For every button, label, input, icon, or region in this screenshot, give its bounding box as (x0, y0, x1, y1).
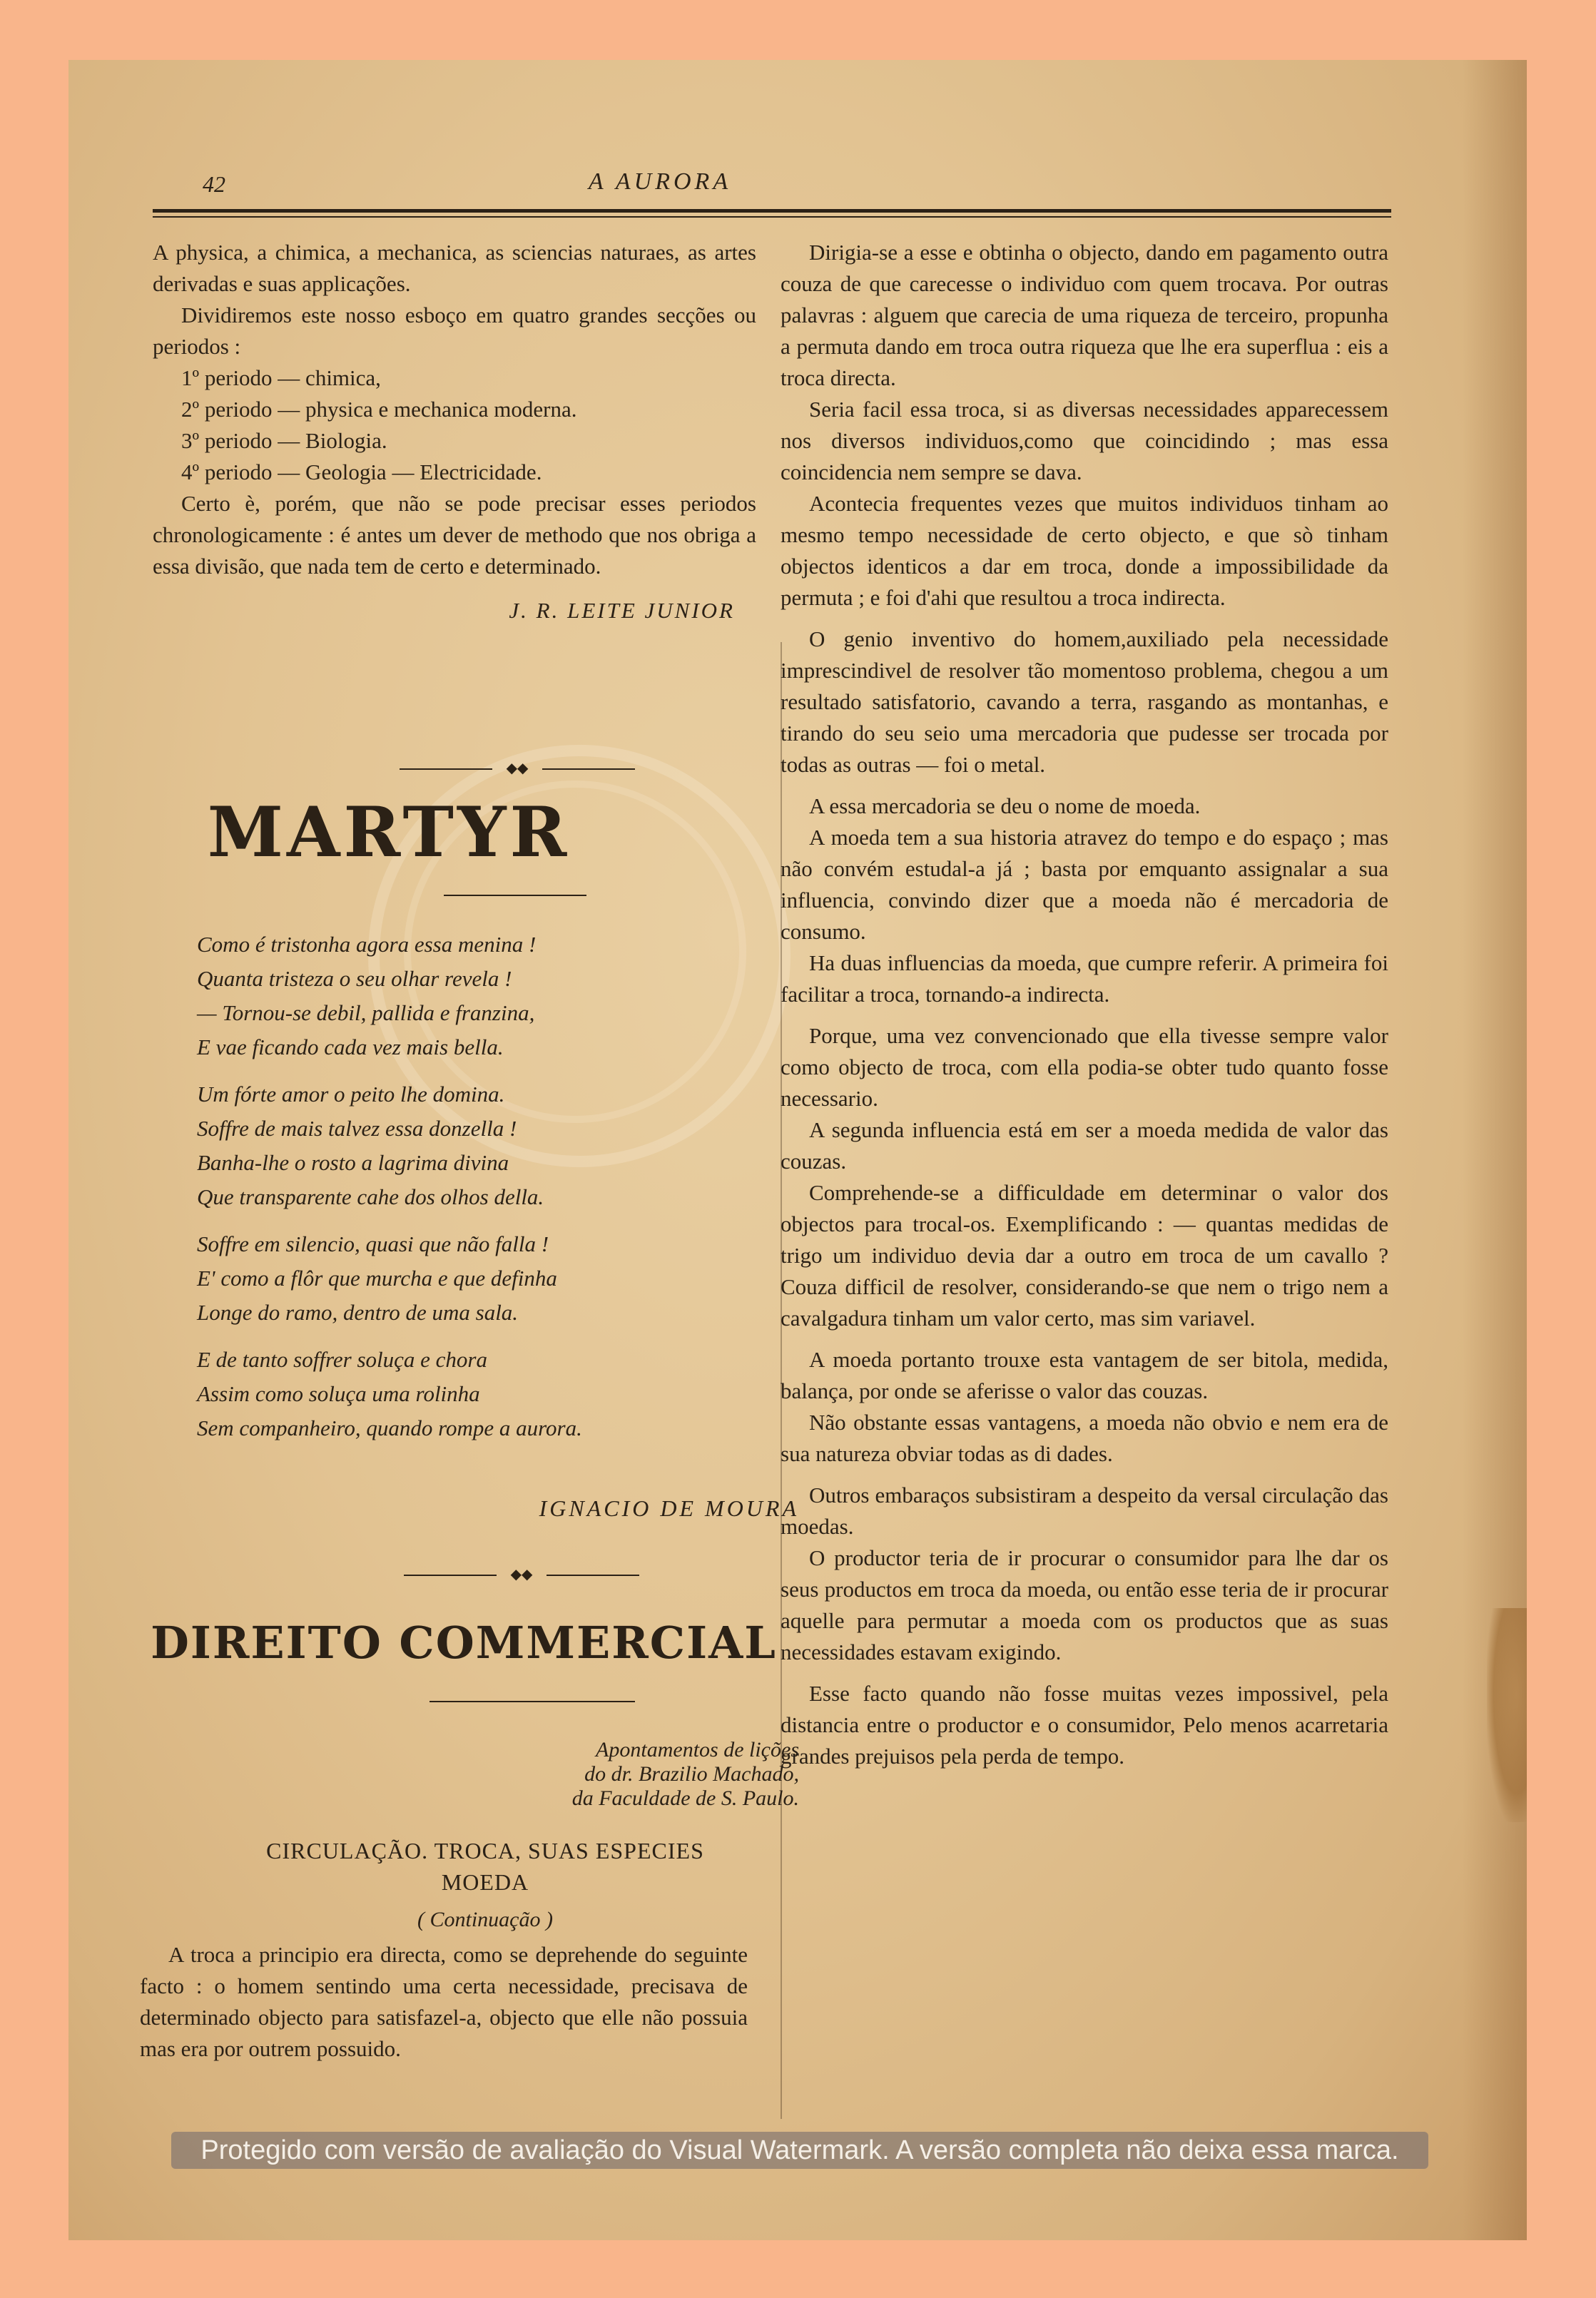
ornament-divider: ◆◆ (404, 1572, 639, 1578)
poem-line: Que transparente cahe dos olhos della. (197, 1184, 544, 1209)
paragraph: Acontecia frequentes vezes que muitos individuos tinham ao mesmo tempo necessidade de certo objecto, e que sò tinham objectos identicos a dar em troca, donde a impossibilidade da permuta ; e foi d'ahi que resultou a troca indirecta. (781, 491, 1388, 610)
poem-line: Soffre de mais talvez essa donzella ! (197, 1116, 517, 1141)
poem-stanza (197, 1077, 782, 1214)
header-rule-thin (153, 216, 1391, 218)
poem-line: Soffre em silencio, quasi que não falla ! (197, 1231, 549, 1256)
section-title: DIREITO COMMERCIAL (151, 1617, 777, 1669)
poem-line: Longe do ramo, dentro de uma sala. (197, 1300, 519, 1325)
note-line: da Faculdade de S. Paulo. (571, 1786, 799, 1810)
poem-stanza (197, 927, 782, 1064)
heading-line: CIRCULAÇÃO. TROCA, SUAS ESPECIES (266, 1838, 704, 1864)
paragraph: Comprehende-se a difficuldade em determinar o valor dos objectos para trocal-os. Exemplificando : — quantas medidas de trigo um individuo devia dar a outro em troca de um cavallo ? Couza difficil de resolver, considerando-se que nem o trigo nem a cavalgadura tinham um valor certo, mas sim variavel. (781, 1180, 1388, 1331)
paragraph: O genio inventivo do homem,auxiliado pela necessidade imprescindivel de resolver tão momentoso problema, chegou a um resultado satisfatorio, cavando a terra, rasgando as montanhas, e tirando do seu seio uma mercadoria que pudesse ser trocada por todas as outras — foi o metal. (781, 626, 1388, 777)
paragraph: Certo è, porém, que não se pode precisar esses periodos chronologicamente : é antes um dever de methodo que nos obriga a essa divisão, que nada tem de certo e determinado. (153, 491, 756, 579)
note-line: Apontamentos de lições (596, 1738, 799, 1761)
header-rule-thick (153, 209, 1391, 213)
poem-line: Quanta tristeza o seu olhar revela ! (197, 966, 512, 991)
author-signature: J. R. LEITE JUNIOR (509, 598, 735, 623)
period-item: 4º periodo — Geologia — Electricidade. (181, 459, 542, 484)
poem-line: Assim como soluça uma rolinha (197, 1381, 480, 1406)
poem-line: Como é tristonha agora essa menina ! (197, 932, 537, 957)
paragraph: A physica, a chimica, a mechanica, as sciencias naturaes, as artes derivadas e suas applicações. (153, 240, 756, 296)
watermark-banner: Protegido com versão de avaliação do Visual Watermark. A versão completa não deixa essa marca. (171, 2132, 1428, 2169)
paragraph: Esse facto quando não fosse muitas vezes impossivel, pela distancia entre o productor e o consumidor, Pelo menos acarretaria grandes prejuisos pela perda de tempo. (781, 1681, 1388, 1769)
poem-line: E' como a flôr que murcha e que definha (197, 1266, 557, 1291)
poet-signature: IGNACIO DE MOURA (539, 1495, 799, 1521)
paragraph: A moeda portanto trouxe esta vantagem de ser bitola, medida, balança, por onde se aferisse o valor das couzas. (781, 1347, 1388, 1403)
paragraph: Dirigia-se a esse e obtinha o objecto, dando em pagamento outra couza de que carecesse o individuo com quem trocava. Por outras palavras : alguem que carecia de uma riqueza de terceiro, propunha a permuta dando em troca outra riqueza que lhe era superflua : eis a troca directa. (781, 240, 1388, 390)
ornament-divider: ◆◆ (400, 766, 635, 772)
poem-line: Um fórte amor o peito lhe domina. (197, 1082, 505, 1107)
period-item: 3º periodo — Biologia. (181, 428, 387, 453)
paragraph: Seria facil essa troca, si as diversas necessidades apparecessem nos diversos individuos,como que coincidindo ; mas essa coincidencia nem sempre se dava. (781, 397, 1388, 484)
poem-stanza (197, 1343, 782, 1445)
paragraph: A essa mercadoria se deu o nome de moeda. (809, 793, 1201, 818)
note-line: do dr. Brazilio Machado, (584, 1762, 799, 1786)
left-column-bottom (140, 1939, 748, 2065)
poem-line: — Tornou-se debil, pallida e franzina, (197, 1000, 535, 1025)
page-number: 42 (203, 171, 225, 197)
paragraph: Outros embaraços subsistiram a despeito da versal circulação das moedas. (781, 1483, 1388, 1539)
poem-line: E de tanto soffrer soluça e chora (197, 1347, 487, 1372)
paragraph: Porque, uma vez convencionado que ella tivesse sempre valor como objecto de troca, com ella podia-se obter tudo quanto fosse necessario. (781, 1023, 1388, 1111)
poem-title: MARTYR (207, 792, 571, 873)
paper-tear (1487, 1608, 1527, 1822)
journal-title: A AURORA (588, 168, 732, 195)
title-underline (444, 895, 586, 896)
poem-line: E vae ficando cada vez mais bella. (197, 1034, 504, 1059)
paragraph: A segunda influencia está em ser a moeda medida de valor das couzas. (781, 1117, 1388, 1174)
heading-line: MOEDA (441, 1869, 529, 1895)
poem-body (197, 927, 782, 1458)
subsection-heading (235, 1835, 735, 1898)
paragraph: O productor teria de ir procurar o consumidor para lhe dar os seus productos em troca da moeda, ou então esse teria de ir procurar aquelle para permutar a moeda com os productos que as suas necessidades estavam exigindo. (781, 1545, 1388, 1664)
paragraph: A troca a principio era directa, como se deprehende do seguinte facto : o homem sentindo uma certa necessidade, precisava de determinado objecto para satisfazel-a, objecto que elle não possuia mas era por outrem possuido. (140, 1942, 748, 2061)
paragraph: A moeda tem a sua historia atravez do tempo e do espaço ; mas não convém estudal-a já ; basta por emquanto assignalar a sua influencia, convindo dizer que a moeda não é mercadoria de consumo. (781, 825, 1388, 944)
left-column-top (153, 237, 756, 626)
right-column (781, 237, 1388, 1772)
poem-line: Sem companheiro, quando rompe a aurora. (197, 1415, 582, 1440)
period-item: 1º periodo — chimica, (181, 365, 381, 390)
paragraph: Ha duas influencias da moeda, que cumpre referir. A primeira foi facilitar a troca, tornando-a indirecta. (781, 950, 1388, 1007)
poem-stanza (197, 1227, 782, 1330)
period-item: 2º periodo — physica e mechanica moderna. (181, 397, 577, 422)
continuation-label: ( Continuação ) (417, 1908, 553, 1931)
paragraph: Dividiremos este nosso esboço em quatro grandes secções ou periodos : (153, 302, 756, 359)
poem-line: Banha-lhe o rosto a lagrima divina (197, 1150, 509, 1175)
paragraph: Não obstante essas vantagens, a moeda não obvio e nem era de sua natureza obviar todas as di dades. (781, 1410, 1388, 1466)
section-note (400, 1738, 799, 1811)
title-underline (430, 1701, 635, 1702)
